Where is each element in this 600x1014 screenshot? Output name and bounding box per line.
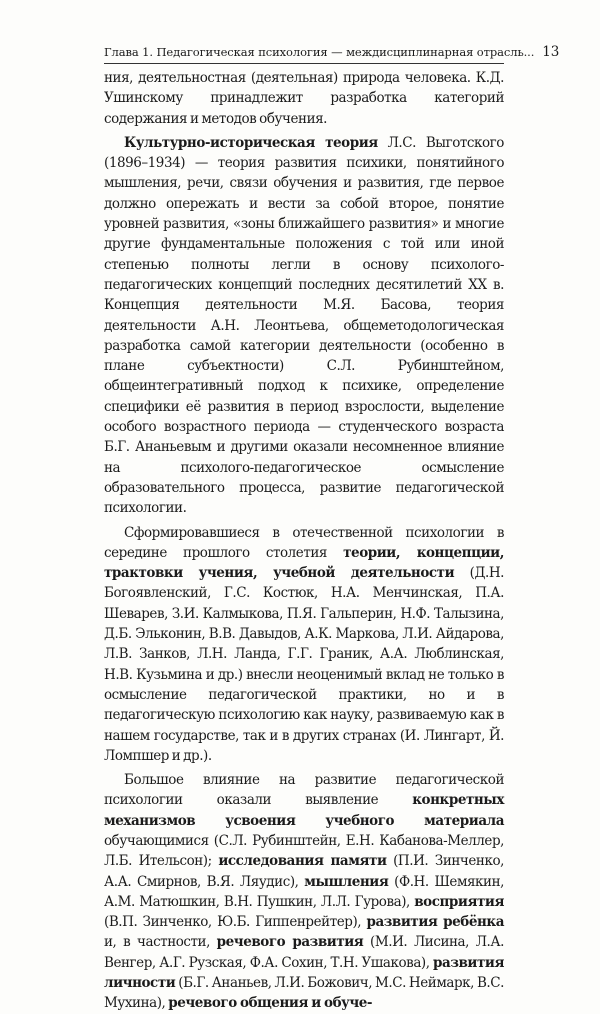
bold-term: теории, концепции, трактовки учения, учебной деятельности: [104, 544, 504, 582]
text-run: и, в частности,: [104, 934, 217, 951]
text-run: (П.И. Зинченко, А.А. Смирнов, В.Я. Ляудис),: [104, 853, 504, 890]
text-run: (В.П. Зинченко, Ю.Б. Гиппенрейтер),: [104, 914, 367, 931]
paragraph: [104, 68, 504, 129]
text-run: ния, деятельностная (деятельная) природа человека. К.Д. Ушинскому принадлежит разработка категорий содержания и методов обучения.: [104, 70, 504, 127]
bold-term: Культурно-историческая теория: [124, 134, 378, 151]
text-run: Большое влияние на развитие педагогической психологии оказали выявление: [104, 772, 504, 809]
text-run: (Д.Н. Богоявленский, Г.С. Костюк, Н.А. Менчинская, П.А. Шеварев, З.И. Калмыкова, П.Я. Гальперин, Н.Ф. Талызина, Д.Б. Эльконин, В.В. Давыдов, А.К. Маркова, Л.И. Айдарова, Л.В. Занков, Л.Н. Ланда, Г.Г. Граник, А.А. Люблинская, Н.В. Кузьмина и др.) внесли неоценимый вклад не только в осмысление педагогической практики, но и в педагогическую психологию как науку, развиваемую как в нашем государстве, так и в других странах (И. Лингарт, Й. Ломпшер и др.).: [104, 565, 504, 764]
running-head: [104, 44, 560, 64]
paragraph: [104, 523, 504, 767]
bold-term: мышления: [304, 873, 389, 890]
body-text: [104, 68, 504, 1014]
bold-term: исследования памяти: [218, 853, 387, 870]
bold-term: конкретных механизмов усвоения учебного материала: [104, 792, 504, 829]
text-run: Сформировавшиеся в отечественной психологии в середине прошлого столетия: [104, 524, 504, 561]
bold-term: развития ребёнка: [366, 914, 504, 931]
text-run: обучающимися (С.Л. Рубинштейн, Е.Н. Кабанова-Меллер, Л.Б. Ительсон);: [104, 832, 504, 870]
page-number: 13: [542, 44, 560, 60]
chapter-title: Глава 1. Педагогическая психология — междисциплинарная отрасль...: [104, 45, 535, 59]
bold-term: речевого развития: [216, 934, 364, 951]
text-run: (М.И. Лисина, Л.А. Венгер, А.Г. Рузская, Ф.А. Сохин, Т.Н. Ушакова),: [104, 934, 504, 971]
bold-term: восприятия: [414, 893, 504, 910]
paragraph: [104, 133, 504, 519]
book-page: [104, 44, 560, 1014]
bold-term: речевого общения и обуче-: [168, 995, 373, 1012]
text-run: (Ф.Н. Шемякин, А.М. Матюшкин, В.Н. Пушкин, Л.Л. Гурова),: [104, 873, 504, 910]
paragraph: [104, 770, 504, 1014]
bold-term: развития личности: [104, 954, 504, 992]
text-run: (Б.Г. Ананьев, Л.И. Божович, М.С. Неймарк, В.С. Мухина),: [104, 975, 504, 1012]
text-run: Л.С. Выготского (1896–1934) — теория развития психики, понятийного мышления, речи, связи обучения и развития, где первое должно опережать и вести за собой второе, понятие уровней развития, «зоны ближайшего развития» и многие другие фундаментальные положения с той или иной степенью полноты легли в основу психолого-педагогических концепций последних десятилетий XX в. Концепция деятельности М.Я. Басова, теория деятельности А.Н. Леонтьева, общеметодологическая разработка самой категории деятельности (особенно в плане субъектности) С.Л. Рубинштейном, общеинтегративный подход к психике, определение специфики её развития в период взрослости, выделение особого возрастного периода — студенческого возраста Б.Г. Ананьевым и другими оказали несомненное влияние на психолого-педагогическое осмысление образовательного процесса, развитие педагогической психологии.: [104, 134, 504, 517]
